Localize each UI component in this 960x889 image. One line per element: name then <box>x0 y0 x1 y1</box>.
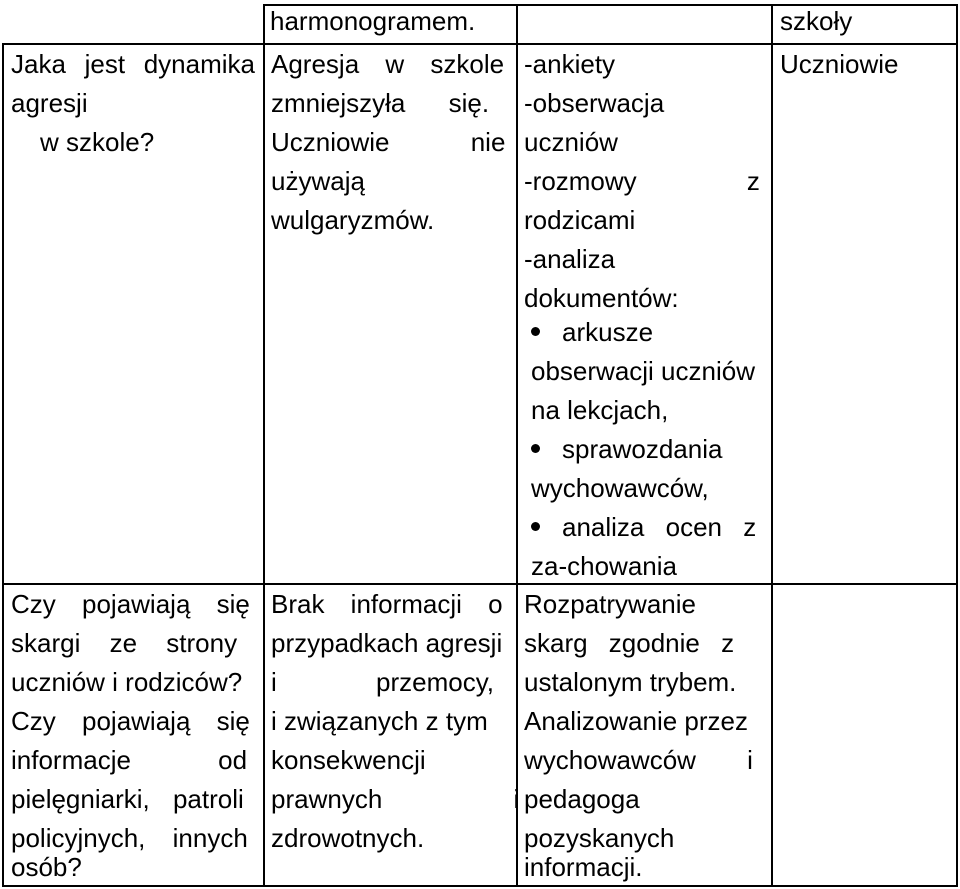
col1-row2-line4: Czy pojawiają się <box>11 706 250 736</box>
col3-row2-line7: pozyskanych <box>524 823 675 853</box>
col2-row2-line2: przypadkach agresji <box>271 628 503 658</box>
col1-row1-line2: agresji <box>11 88 88 118</box>
col3-bullet3-line2: za-chowania <box>531 551 677 581</box>
col3-bullet1-line3: na lekcjach, <box>531 395 669 425</box>
table-divider-3 <box>771 4 773 887</box>
col3-bullet1-line1: arkusze <box>562 317 654 347</box>
col3-row1-line5: rodzicami <box>524 205 636 235</box>
col3-row1-line6: -analiza <box>524 244 616 274</box>
col1-row2-line6: pielęgniarki, patroli <box>11 784 244 814</box>
table-divider-1 <box>263 4 265 887</box>
col1-row2-line7: policyjnych, innych <box>11 823 248 853</box>
col2-row1-line5: wulgaryzmów. <box>271 205 435 235</box>
col2-row1-line4: używają <box>271 166 365 196</box>
col2-row0-text: harmonogramem. <box>270 6 476 36</box>
col3-bullet1-line2: obserwacji uczniów <box>531 356 755 386</box>
col1-row2-line1: Czy pojawiają się <box>11 589 250 619</box>
col3-row1-line7: dokumentów: <box>524 283 679 313</box>
col1-row1-line3: w szkole? <box>40 127 155 157</box>
col4-row0-text: szkoły <box>780 6 853 36</box>
bullet-icon <box>531 522 540 531</box>
col3-row2-line4: Analizowanie przez <box>524 706 749 736</box>
col2-row2-line7: zdrowotnych. <box>271 823 425 853</box>
col3-bullet2-line2: wychowawców, <box>531 473 709 503</box>
table-border-left <box>2 43 4 887</box>
col2-row2-line1: Brak informacji o <box>271 589 503 619</box>
word: jest <box>84 49 126 79</box>
col2-row2-line6: prawnych i <box>271 784 520 814</box>
bullet-icon <box>531 444 540 453</box>
col3-row2-line1: Rozpatrywanie <box>524 589 696 619</box>
word: dynamika <box>143 49 255 79</box>
col3-row1-line1: -ankiety <box>524 49 616 79</box>
col3-row1-line3: uczniów <box>524 127 618 157</box>
col2-row1-line3: Uczniowie nie <box>271 127 506 157</box>
col2-row2-line4: i związanych z tym <box>271 706 488 736</box>
col3-row2-line3: ustalonym trybem. <box>524 667 737 697</box>
col3-row1-line4: -rozmowy z <box>524 166 760 196</box>
col1-row2-line8: osób? <box>11 852 82 882</box>
col1-row2-line5: informacje od <box>11 745 248 775</box>
col3-bullet2-line1: sprawozdania <box>562 434 723 464</box>
col2-row2-line5: konsekwencji <box>271 745 426 775</box>
col3-bullet3-line1: analiza ocen z <box>562 512 757 542</box>
col2-row1-line1: Agresja w szkole <box>271 49 505 79</box>
col4-row1-text: Uczniowie <box>780 49 899 79</box>
col3-row1-line2: -obserwacja <box>524 88 665 118</box>
col3-row2-line6: pedagoga <box>524 784 640 814</box>
col1-row2-line3: uczniów i rodziców? <box>11 667 243 697</box>
col3-row2-line5: wychowawców i <box>524 745 753 775</box>
col1-row1-line1 <box>11 45 255 84</box>
bullet-icon <box>531 327 540 336</box>
col3-row2-line2: skarg zgodnie z <box>524 628 735 658</box>
table-border-right <box>956 4 958 887</box>
col1-row2-line2: skargi ze strony <box>11 628 238 658</box>
table-border-bottom <box>2 885 958 887</box>
col2-row1-line2: zmniejszyła się. <box>271 88 490 118</box>
col2-row2-line3: i przemocy, <box>271 667 494 697</box>
table-divider-2 <box>516 4 518 887</box>
col3-row2-line8: informacji. <box>524 852 643 882</box>
word: Jaka <box>11 49 66 79</box>
